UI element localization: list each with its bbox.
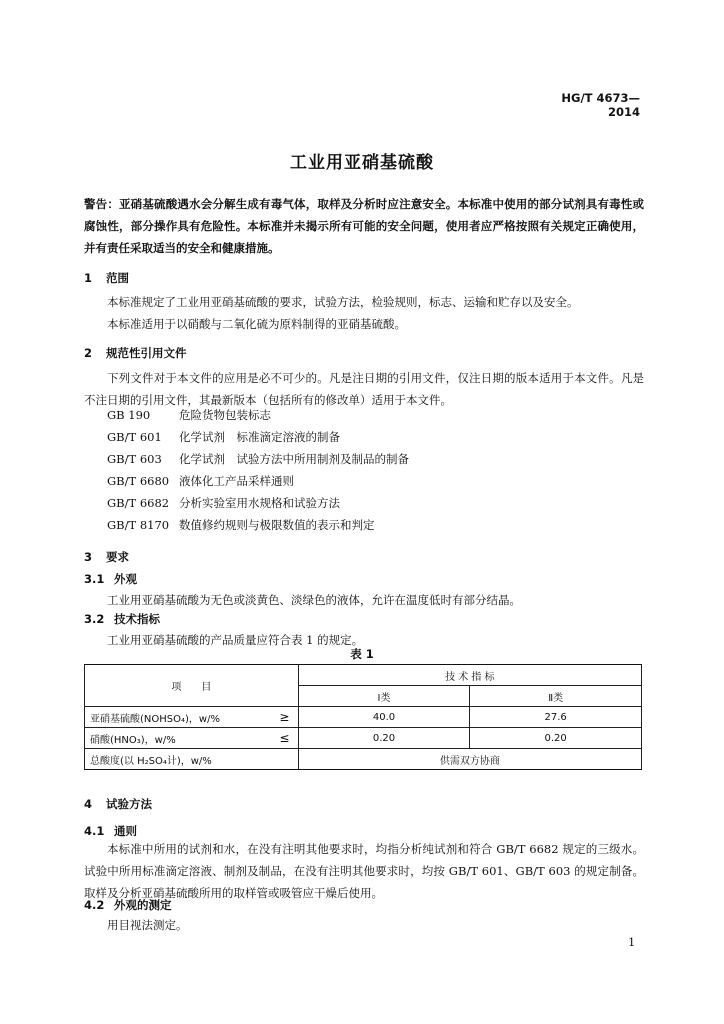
table-header-class-2: Ⅱ类	[470, 686, 642, 707]
section-2-para: 下列文件对于本文件的应用是必不可少的。凡是注日期的引用文件，仅注日期的版本适用于本文件。凡是不注日期的引用文件，其最新版本（包括所有的修改单）适用于本文件。	[84, 371, 644, 407]
section-number: 3.2	[84, 612, 105, 626]
section-title: 试验方法	[106, 797, 152, 811]
section-4-1-para: 本标准中所用的试剂和水，在没有注明其他要求时，均指分析纯试剂和符合 GB/T 6682 规定的三级水。试验中所用标准滴定溶液、制剂及制品，在没有注明其他要求时，均按 GB/T 601、GB/T 603 的规定制备。取样及分析亚硝基硫酸所用的取样管或吸管应干燥后使用。	[84, 842, 644, 900]
table-cell-item: 总酸度(以 H₂SO₄计)，w/%	[85, 749, 272, 770]
table-header-item: 项 目	[85, 665, 299, 707]
section-title: 外观的测定	[114, 898, 172, 912]
reference-code: GB/T 601	[107, 430, 162, 444]
section-number: 4.2	[84, 898, 105, 912]
section-number: 3.1	[84, 572, 105, 586]
table-cell-class-2: 27.6	[470, 707, 642, 728]
section-number: 3	[84, 550, 93, 564]
section-3-2-heading	[84, 611, 160, 627]
standard-code: HG/T 4673—2014	[561, 91, 640, 119]
section-4-2-heading	[84, 897, 172, 913]
section-3-1-para: 工业用亚硝基硫酸为无色或淡黄色、淡绿色的液体，允许在温度低时有部分结晶。	[107, 593, 521, 607]
section-number: 4	[84, 797, 93, 811]
section-3-1-heading	[84, 571, 137, 587]
table-cell-symbol: ≥	[271, 707, 298, 728]
section-number: 1	[84, 271, 93, 285]
section-3-heading	[84, 549, 129, 565]
reference-title: 危险货物包装标志	[179, 408, 271, 422]
reference-title: 数值修约规则与极限数值的表示和判定	[179, 518, 375, 532]
table-cell-class-2: 0.20	[470, 728, 642, 749]
table-caption: 表 1	[350, 647, 374, 661]
table-cell-symbol	[271, 749, 298, 770]
reference-item	[107, 429, 340, 445]
table-cell-class-1: 0.20	[298, 728, 470, 749]
section-title: 规范性引用文件	[106, 346, 187, 360]
table-header-spec: 技 术 指 标	[298, 665, 641, 686]
reference-item	[107, 517, 375, 533]
spec-table	[84, 664, 642, 770]
table-row	[85, 728, 642, 749]
section-4-heading	[84, 796, 152, 812]
table-row	[85, 749, 642, 770]
reference-code: GB 190	[107, 408, 151, 422]
section-number: 4.1	[84, 824, 105, 838]
section-1-para-2: 本标准适用于以硝酸与二氧化硫为原料制得的亚硝基硫酸。	[107, 317, 406, 331]
table-cell-item: 亚硝基硫酸(NOHSO₄)，w/%	[85, 707, 272, 728]
table-cell-merged: 供需双方协商	[298, 749, 641, 770]
section-title: 通则	[114, 824, 137, 838]
reference-code: GB/T 8170	[107, 518, 170, 532]
page-title: 工业用亚硝基硫酸	[290, 153, 434, 173]
table-cell-symbol: ≤	[271, 728, 298, 749]
reference-title: 分析实验室用水规格和试验方法	[179, 496, 340, 510]
reference-item	[107, 495, 340, 511]
section-title: 范围	[106, 271, 129, 285]
section-4-1-heading	[84, 823, 137, 839]
table-cell-class-1: 40.0	[298, 707, 470, 728]
section-1-heading	[84, 270, 129, 286]
section-title: 要求	[106, 550, 129, 564]
section-title: 外观	[114, 572, 137, 586]
page-number: 1	[628, 935, 636, 949]
section-4-2-para: 用目视法测定。	[107, 918, 188, 932]
reference-item	[107, 451, 409, 467]
reference-code: GB/T 6682	[107, 496, 170, 510]
reference-item	[107, 473, 294, 489]
table-header-class-1: Ⅰ类	[298, 686, 470, 707]
reference-title: 化学试剂 标准滴定溶液的制备	[179, 430, 340, 444]
table-row	[85, 707, 642, 728]
reference-item	[107, 407, 271, 423]
reference-title: 液体化工产品采样通则	[179, 474, 294, 488]
section-3-2-para: 工业用亚硝基硫酸的产品质量应符合表 1 的规定。	[107, 633, 364, 647]
reference-code: GB/T 603	[107, 452, 162, 466]
reference-code: GB/T 6680	[107, 474, 170, 488]
reference-title: 化学试剂 试验方法中所用制剂及制品的制备	[179, 452, 409, 466]
section-2-heading	[84, 345, 187, 361]
warning-paragraph: 警告：亚硝基硫酸遇水会分解生成有毒气体，取样及分析时应注意安全。本标准中使用的部分试剂具有毒性或腐蚀性，部分操作具有危险性。本标准并未揭示所有可能的安全问题，使用者应严格按照有关规定正确使用，并有责任采取适当的安全和健康措施。	[84, 197, 644, 255]
section-number: 2	[84, 346, 93, 360]
section-1-para-1: 本标准规定了工业用亚硝基硫酸的要求，试验方法，检验规则，标志、运输和贮存以及安全。	[107, 295, 579, 309]
section-title: 技术指标	[114, 612, 160, 626]
table-cell-item: 硝酸(HNO₃)，w/%	[85, 728, 272, 749]
